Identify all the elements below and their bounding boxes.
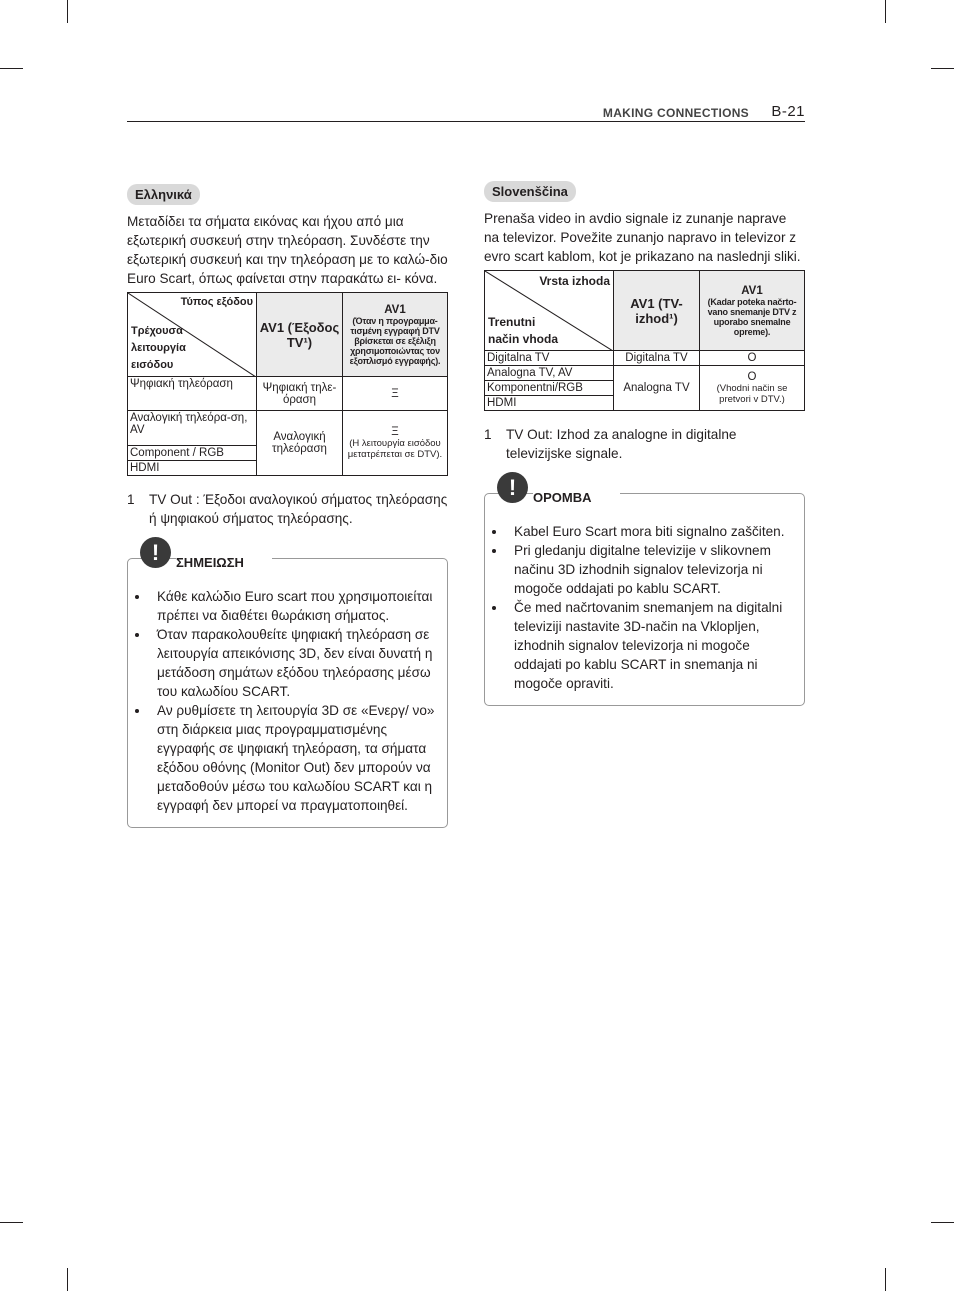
- note-list: [493, 522, 796, 693]
- table-cell: Ξ: [343, 377, 448, 411]
- header-av1-out: AV1 (Έξοδος TV¹): [257, 293, 343, 377]
- page-header: [127, 103, 805, 123]
- table-corner-cell: [128, 293, 257, 377]
- table-cell-value: Ξ: [391, 426, 399, 438]
- corner-bottom-label: Trenutni način vhoda: [488, 315, 559, 346]
- header-av1-out: AV1 (TV-izhod¹): [614, 271, 700, 351]
- header-rule: [127, 121, 805, 122]
- table-cell: Αναλογική τηλεόραση: [257, 411, 343, 476]
- header-av1-record: [343, 293, 448, 377]
- intro-text: Μεταδίδει τα σήματα εικόνας και ήχου από μια εξωτερική συσκευή στην τηλεόραση. Συνδέστε την εξωτερική συσκευή και την τηλεόραση με το καλώ-διο Euro Scart, όπως φαίνεται στην παρακάτω ει- κόνα.: [127, 214, 448, 286]
- page-number: B-21: [771, 103, 805, 120]
- table-cell: [700, 366, 805, 411]
- note-title: OPOMBA: [533, 490, 620, 505]
- language-badge: Slovenščina: [484, 181, 576, 202]
- header-av1-note: (Όταν η προγραμμα-τισμένη εγγραφή DTV βρίσκεται σε εξέλιξη χρησιμοποιώντας τον εξοπλισμό εγγραφής).: [349, 315, 441, 366]
- note-list: [136, 587, 439, 815]
- table-cell: Digitalna TV: [614, 351, 700, 366]
- header-av1-record: [700, 271, 805, 351]
- note-item: • Αν ρυθμίσετε τη λειτουργία 3D σε «Ενεργ/ νο» στη διάρκεια μιας προγραμματισμένης εγγραφής σε ψηφιακή τηλεόραση, τα σήματα εξόδου οθόνης (Monitor Out) δεν μπορούν να μεταδοθούν μέσω του καλωδίου SCART και η εγγραφή δεν μπορεί να πραγματοποιηθεί.: [150, 701, 439, 815]
- table-corner-cell: [485, 271, 614, 351]
- exclamation-icon: !: [140, 537, 171, 568]
- header-av1-label: AV1: [384, 303, 406, 316]
- corner-top-label: Vrsta izhoda: [539, 274, 610, 288]
- output-table: [127, 292, 448, 476]
- footnote-text: TV Out : Έξοδοι αναλογικού σήματος τηλεόρασης ή ψηφιακού σήματος τηλεόρασης.: [149, 492, 448, 526]
- note-item: • Pri gledanju digitalne televizije v slikovnem načinu 3D izhodnih signalov televizorja ni mogoče oddajati po kablu SCART.: [507, 541, 796, 598]
- table-cell: Ψηφιακή τηλε-όραση: [257, 377, 343, 411]
- footnote-number: 1: [127, 492, 135, 507]
- exclamation-icon: !: [497, 472, 528, 503]
- corner-bottom-label: Τρέχουσα λειτουργία εισόδου: [131, 325, 186, 371]
- table-cell-value: O: [747, 371, 757, 383]
- note-box: [127, 540, 448, 828]
- footnote-text: TV Out: Izhod za analogne in digitalne televizijske signale.: [506, 427, 737, 461]
- crop-mark: [931, 1222, 954, 1223]
- crop-mark: [885, 1268, 886, 1291]
- note-item: • Če med načrtovanim snemanjem na digitalni televiziji nastavite 3D-način na Vklopljen, izhodnih signalov televizorja ni mogoče oddajati po kablu SCART in snemanja ni mogoče opraviti.: [507, 598, 796, 693]
- language-badge: Ελληνικά: [127, 184, 200, 205]
- header-av1-label: AV1: [741, 284, 763, 297]
- slovene-column: [484, 181, 805, 706]
- table-cell: Komponentni/RGB: [485, 381, 614, 396]
- footnote: [484, 425, 805, 463]
- footnote: [127, 490, 448, 528]
- note-item: • Kabel Euro Scart mora biti signalno zaščiten.: [507, 522, 796, 541]
- note-box: [484, 475, 805, 706]
- table-cell: Αναλογική τηλεόρα-ση, AV: [128, 411, 257, 446]
- crop-mark: [885, 0, 886, 23]
- intro-text: Prenaša video in avdio signale iz zunanje naprave na televizor. Povežite zunanjo napravo in televizor z evro scart kablom, kot je prikazano na naslednji sliki.: [484, 211, 801, 264]
- table-cell: HDMI: [128, 461, 257, 476]
- footnote-number: 1: [484, 427, 492, 442]
- table-cell: Digitalna TV: [485, 351, 614, 366]
- note-item: • Όταν παρακολουθείτε ψηφιακή τηλεόραση σε λειτουργία απεικόνισης 3D, δεν είναι δυνατή η μετάδοση σημάτων εξόδου τηλεόρασης μέσω του καλωδίου SCART.: [150, 625, 439, 701]
- note-item: • Κάθε καλώδιο Euro scart που χρησιμοποιείται πρέπει να διαθέτει θωράκιση σήματος.: [150, 587, 439, 625]
- crop-mark: [0, 1222, 23, 1223]
- table-cell: Analogna TV, AV: [485, 366, 614, 381]
- output-table: [484, 270, 805, 411]
- table-cell: HDMI: [485, 396, 614, 411]
- table-cell: Analogna TV: [614, 366, 700, 411]
- note-title: ΣΗΜΕΙΩΣΗ: [176, 555, 272, 570]
- section-title: MAKING CONNECTIONS: [602, 106, 749, 120]
- table-cell: Ψηφιακή τηλεόραση: [128, 377, 257, 411]
- table-cell-note: (Vhodni način se pretvori v DTV.): [716, 383, 788, 405]
- table-cell: O: [700, 351, 805, 366]
- corner-top-label: Τύπος εξόδου: [180, 296, 253, 308]
- header-av1-note: (Kadar poteka načrto-vano snemanje DTV z uporabo snemalne opreme).: [707, 296, 797, 337]
- crop-mark: [67, 1268, 68, 1291]
- greek-column: [127, 184, 448, 828]
- crop-mark: [931, 68, 954, 69]
- crop-mark: [67, 0, 68, 23]
- table-cell: [343, 411, 448, 476]
- crop-mark: [0, 68, 23, 69]
- table-cell: Component / RGB: [128, 446, 257, 461]
- table-cell-note: (Η λειτουργία εισόδου μετατρέπεται σε DTV).: [347, 438, 443, 460]
